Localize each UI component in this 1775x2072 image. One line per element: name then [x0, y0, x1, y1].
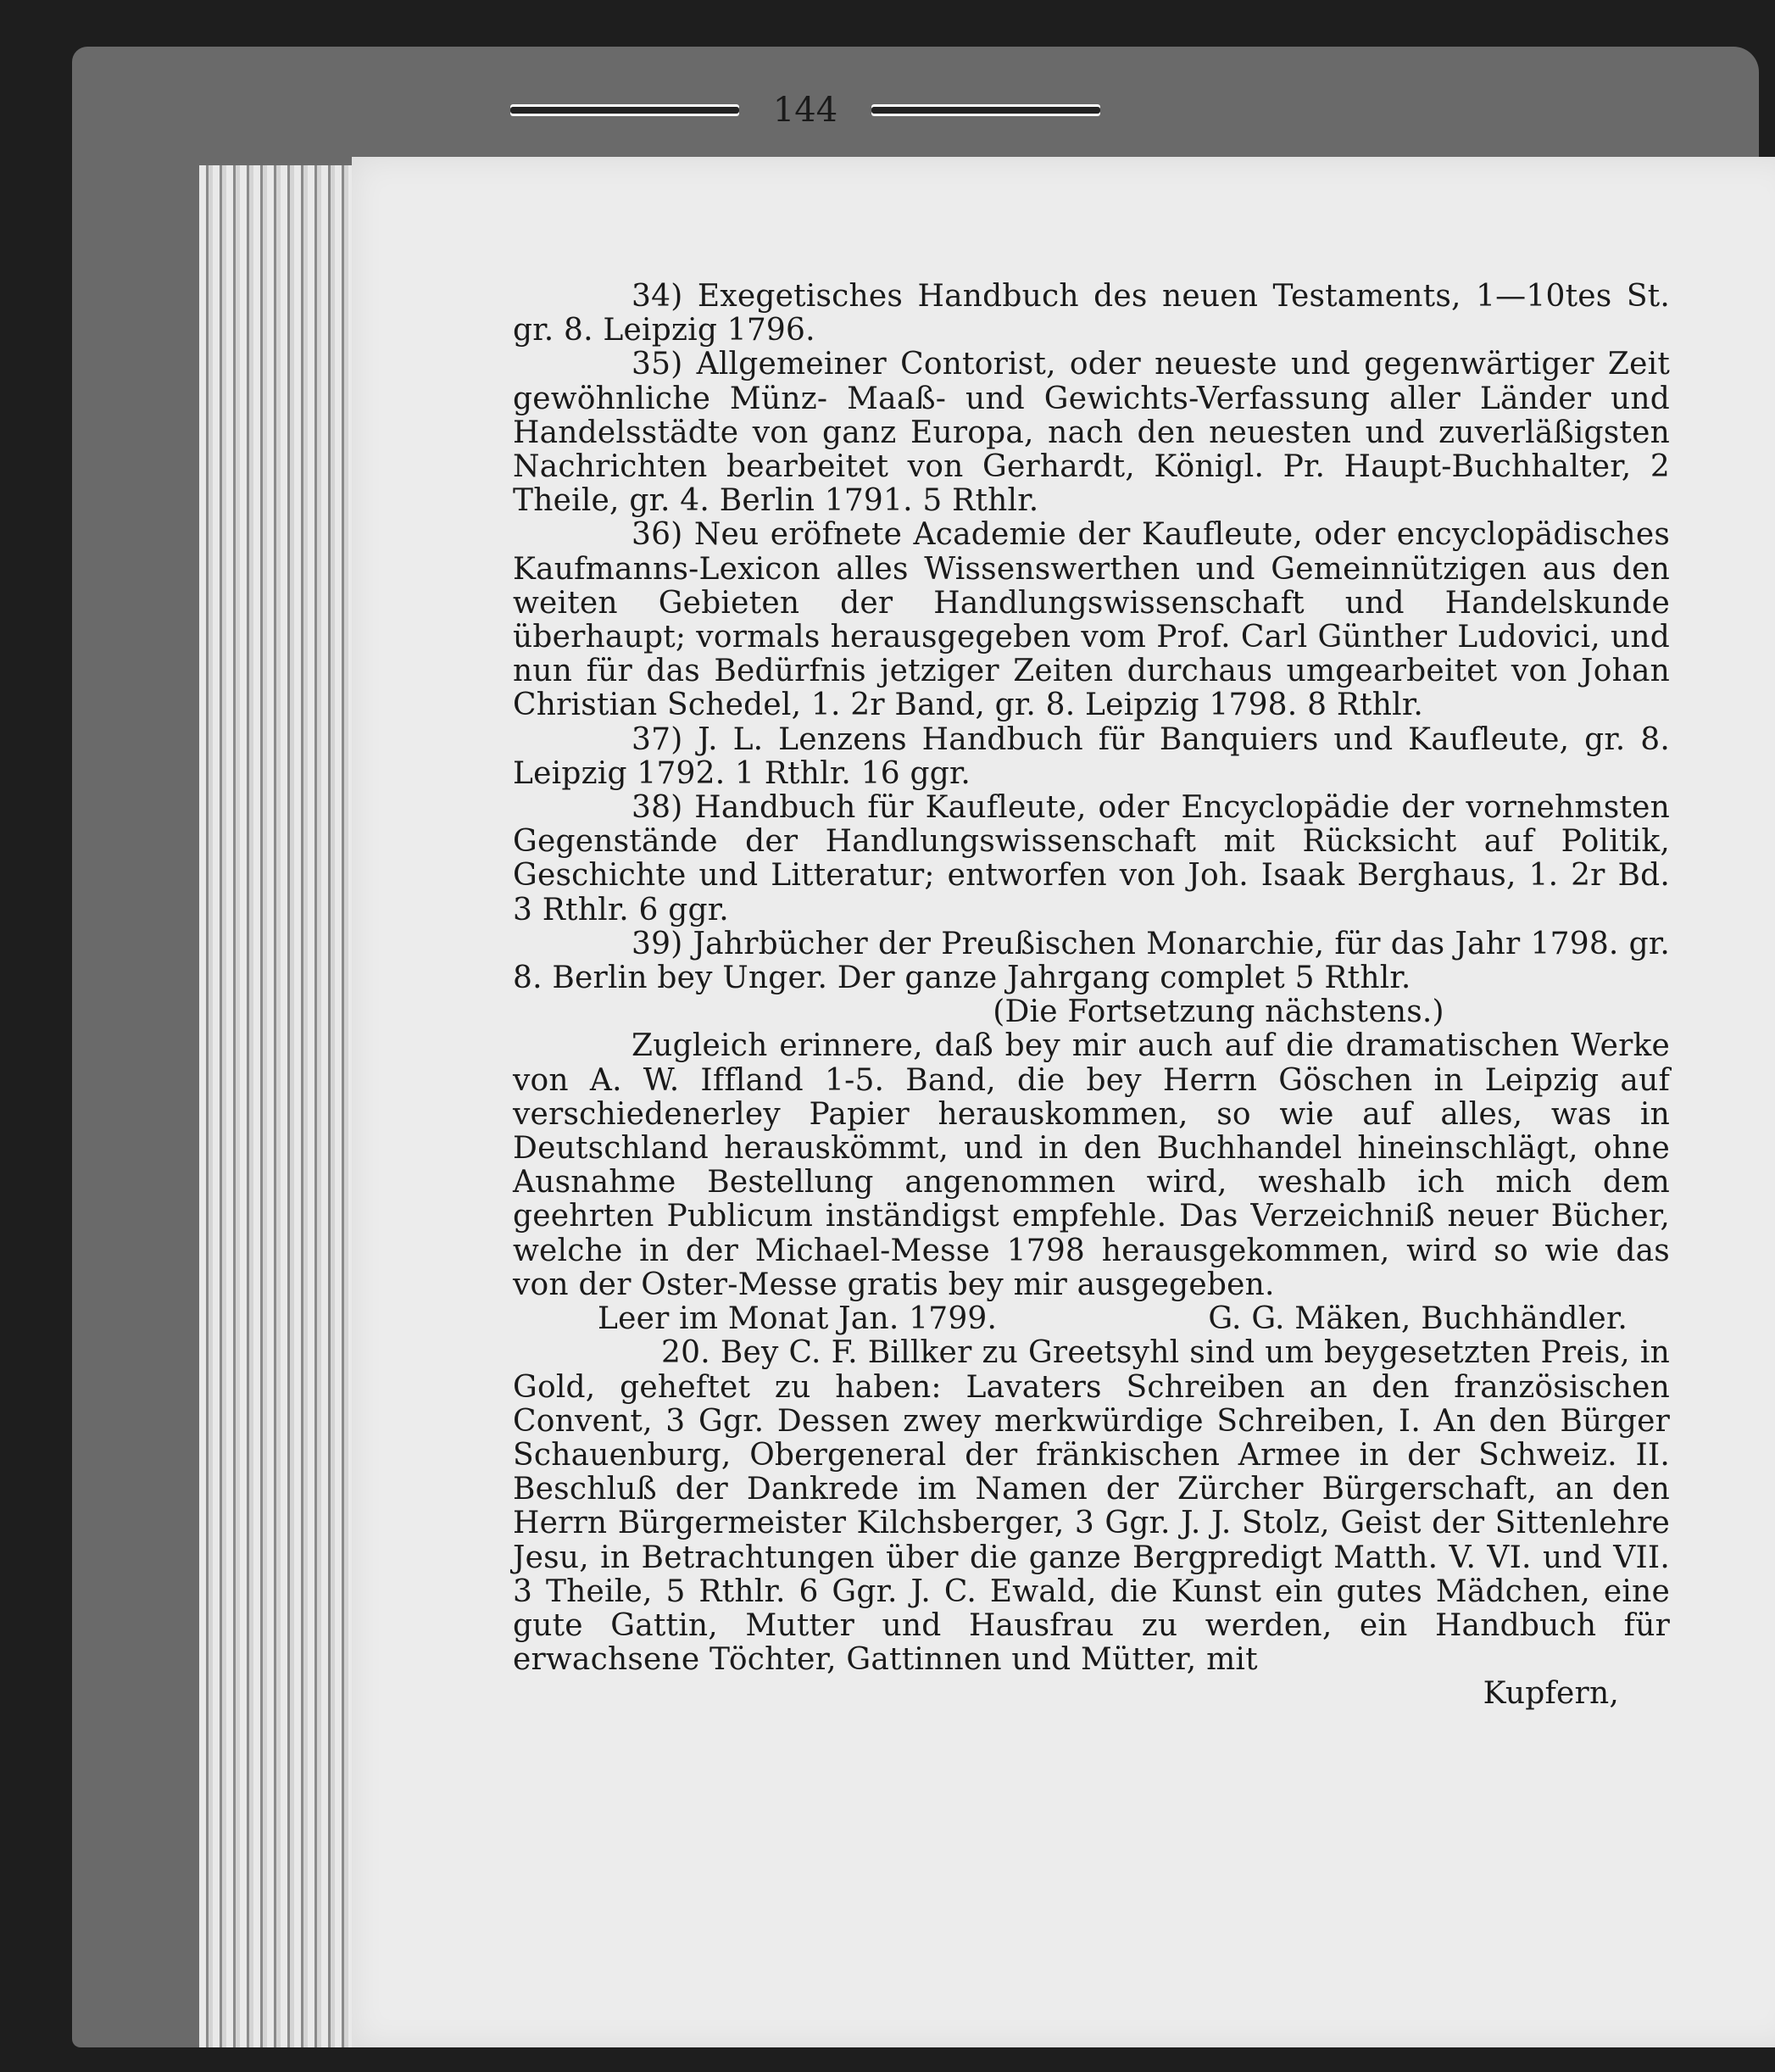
page-header [500, 85, 1110, 136]
entry-39: 39) Jahrbücher der Preußischen Monarchie, für das Jahr 1798. gr. 8. Berlin bey Unger. Der ganze Jahrgang complet 5 Rthlr. [513, 926, 1670, 996]
entry-34: 34) Exegetisches Handbuch des neuen Testaments, 1—10tes St. gr. 8. Leipzig 1796. [513, 279, 1670, 348]
page-number: 144 [772, 91, 838, 130]
catchword: Kupfern, [1483, 1676, 1619, 1712]
bookseller-notice: Zugleich erinnere, daß bey mir auch auf die dramatischen Werke von A. W. Iffland 1-5. Band, die bey Herrn Göschen in Leipzig auf verschiedenerley Papier herauskommen, so wie auf alles, was in Deutschland herauskömmt, und in den Buchhandel hineinschlägt, ohne Ausnahme Bestellung angenommen wird, weshalb ich mich dem geehrten Publicum inständigst empfehle. Das Verzeichniß neuer Bücher, welche in der Michael-Messe 1798 herausgekommen, wird so wie das von der Oster-Messe gratis bey mir ausgegeben. [513, 1028, 1670, 1302]
entry-37: 37) J. L. Lenzens Handbuch für Banquiers und Kaufleute, gr. 8. Leipzig 1792. 1 Rthlr. 16 ggr. [513, 721, 1670, 791]
signature-line [513, 1302, 1670, 1336]
header-rule-left [510, 104, 739, 116]
page-text [513, 280, 1670, 1712]
entry-20: 20. Bey C. F. Billker zu Greetsyhl sind um beygesetzten Preis, in Gold, geheftet zu haben: Lavaters Schreiben an den französischen Convent, 3 Ggr. Dessen zwey merkwürdige Schreiben, I. An den Bürger Schauenburg, Obergeneral der fränkischen Armee in der Schweiz. II. Beschluß der Dankrede im Namen der Zürcher Bürgerschaft, an den Herrn Bürgermeister Kilchsberger, 3 Ggr. J. J. Stolz, Geist der Sittenlehre Jesu, in Betrachtungen über die ganze Bergpredigt Matth. V. VI. und VII. 3 Theile, 5 Rthlr. 6 Ggr. J. C. Ewald, die Kunst ein gutes Mädchen, eine gute Gattin, Mutter und Hausfrau zu werden, ein Handbuch für erwachsene Töchter, Gattinnen und Mütter, mit [513, 1335, 1670, 1678]
entry-36: 36) Neu eröfnete Academie der Kaufleute, oder encyclopädisches Kaufmanns-Lexicon alles Wissenswerthen und Gemeinnützigen aus den weiten Gebieten der Handlungswissenschaft und Handelskunde überhaupt; vormals herausgegeben vom Prof. Carl Günther Ludovici, und nun für das Bedürfnis jetziger Zeiten durchaus umgearbeitet von Johan Christian Schedel, 1. 2r Band, gr. 8. Leipzig 1798. 8 Rthlr. [513, 517, 1670, 723]
continuation-note: (Die Fortsetzung nächstens.) [993, 994, 1444, 1030]
sign-place: Leer im Monat Jan. 1799. [598, 1301, 998, 1337]
entry-38: 38) Handbuch für Kaufleute, oder Encyclopädie der vornehmsten Gegenstände der Handlungswissenschaft mit Rücksicht auf Politik, Geschichte und Litteratur; entworfen von Joh. Isaak Berghaus, 1. 2r Bd. 3 Rthlr. 6 ggr. [513, 790, 1670, 927]
header-rule-right [871, 104, 1100, 116]
sign-name: G. G. Mäken, Buchhändler. [1208, 1301, 1628, 1337]
page-edges [199, 165, 360, 2047]
entry-35: 35) Allgemeiner Contorist, oder neueste und gegenwärtiger Zeit gewöhnliche Münz- Maaß- und Gewichts-Verfassung aller Länder und Handelsstädte von ganz Europa, nach den neuesten und zuverläßigsten Nachrichten bearbeitet von Gerhardt, Königl. Pr. Haupt-Buchhalter, 2 Theile, gr. 4. Berlin 1791. 5 Rthlr. [513, 347, 1670, 519]
